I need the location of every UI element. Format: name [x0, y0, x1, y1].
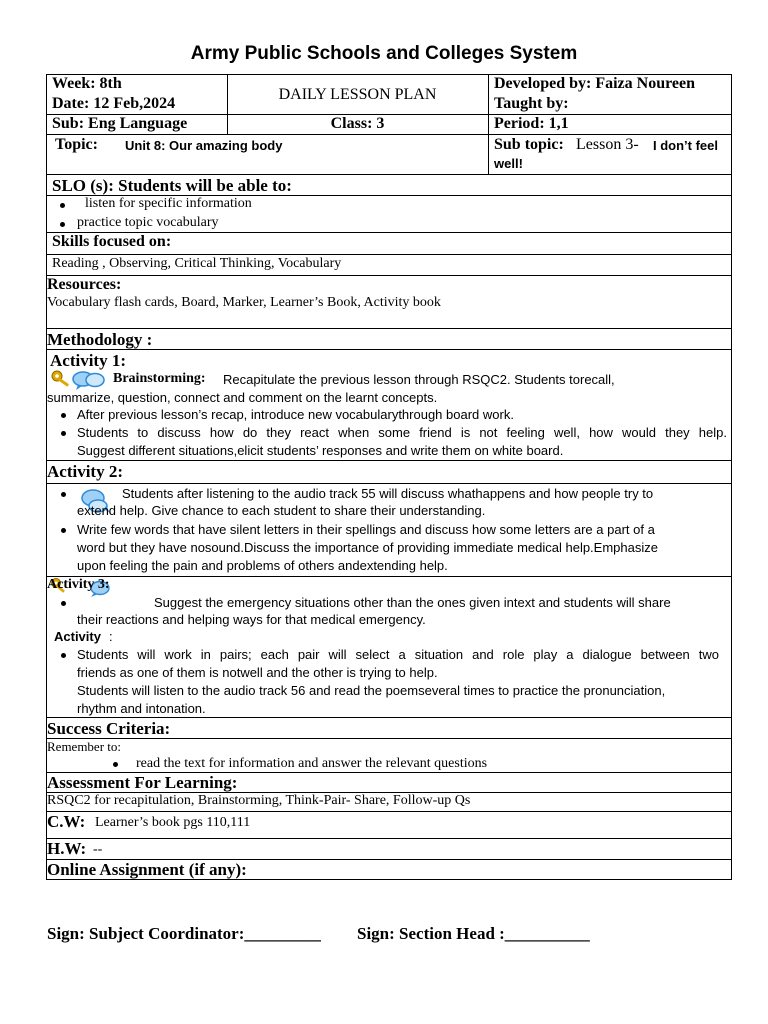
cw-label: C.W:: [47, 812, 86, 831]
subtopic-label: Sub topic:: [494, 136, 564, 153]
subtopic-lesson: Lesson 3-: [576, 136, 639, 153]
activity1-heading: Activity 1:: [50, 351, 127, 370]
sign-subject-coordinator: Sign: Subject Coordinator:_________: [47, 924, 321, 943]
bullet-icon: [61, 601, 66, 606]
plan-title: DAILY LESSON PLAN: [278, 86, 437, 103]
date-label: Date: 12 Feb,2024: [52, 95, 176, 112]
key-icon: [50, 369, 74, 389]
taught-by: Taught by:: [494, 95, 569, 112]
resources-heading: Resources:: [47, 276, 122, 293]
subtopic-value: I don’t feel: [653, 138, 718, 153]
resources-text: Vocabulary flash cards, Board, Marker, Learner’s Book, Activity book: [47, 295, 441, 310]
activity2-bullet: Students after listening to the audio track 55 will discuss whathappens and how people try to: [122, 486, 654, 501]
bullet-icon: [113, 762, 118, 767]
bullet-icon: [61, 528, 66, 533]
success-intro: Remember to:: [47, 739, 122, 754]
activity1-lead-line: summarize, question, connect and comment on the learnt concepts.: [47, 390, 438, 405]
activity2-bullet-cont: upon feeling the pain and problems of others andextending help.: [77, 558, 448, 573]
skills-text: Reading , Observing, Critical Thinking, Vocabulary: [52, 256, 342, 271]
activity2-bullet-cont: word but they have nosound.Discuss the importance of providing immediate medical help.Emphasize: [77, 540, 658, 555]
cw-text: Learner’s book pgs 110,111: [95, 815, 251, 830]
hw-text: --: [93, 842, 103, 857]
bullet-icon: [61, 413, 66, 418]
slo-item: listen for specific information: [85, 196, 252, 211]
topic-label: Topic:: [55, 136, 98, 153]
week-label: Week: 8th: [52, 75, 122, 92]
activity1-bullet-cont: Suggest different situations,elicit students’ responses and write them on white board.: [77, 443, 564, 458]
activity2-bullet-cont: extend help. Give chance to each student to share their understanding.: [77, 503, 486, 518]
bullet-icon: [61, 431, 66, 436]
methodology-heading: Methodology :: [47, 330, 153, 349]
developed-by: Developed by: Faiza Noureen: [494, 75, 696, 92]
activity2-heading: Activity 2:: [47, 462, 124, 481]
activity3-bullet-cont: Students will listen to the audio track 56 and read the poemseveral times to practice the pronunciation,: [77, 683, 666, 698]
slo-heading: SLO (s): Students will be able to:: [52, 176, 292, 195]
period-label: Period: 1,1: [494, 115, 569, 132]
activity3-bullet-cont: rhythm and intonation.: [77, 701, 206, 716]
assessment-heading: Assessment For Learning:: [47, 773, 238, 792]
activity3-bullet: Suggest the emergency situations other than the ones given intext and students will share: [154, 595, 671, 610]
bullet-icon: [61, 653, 66, 658]
subtopic-value-cont: well!: [494, 156, 523, 171]
hw-label: H.W:: [47, 839, 87, 858]
activity3-sub-colon: :: [109, 629, 113, 644]
activity1-bullet: Students to discuss how do they react when some friend is not feeling well, how would they help.: [77, 425, 727, 440]
topic-value: Unit 8: Our amazing body: [125, 138, 283, 153]
activity1-bullet: After previous lesson’s recap, introduce new vocabularythrough board work.: [77, 407, 514, 422]
document-title: Army Public Schools and Colleges System: [190, 43, 578, 64]
online-assignment-label: Online Assignment (if any):: [47, 860, 247, 879]
activity2-bullet: Write few words that have silent letters in their spellings and discuss how some letters are a part of a: [77, 522, 655, 537]
activity3-bullet: Students will work in pairs; each pair will select a situation and role play a dialogue between two: [77, 647, 719, 662]
bullet-icon: [61, 492, 66, 497]
assessment-text: RSQC2 for recapitulation, Brainstorming, Think-Pair- Share, Follow-up Qs: [47, 793, 471, 808]
class-label: Class: 3: [330, 115, 385, 132]
activity3-sub-heading: Activity: [54, 629, 101, 644]
activity3-bullet-cont: their reactions and helping ways for that medical emergency.: [77, 612, 426, 627]
subject-label: Sub: Eng Language: [52, 115, 188, 132]
skills-heading: Skills focused on:: [52, 233, 172, 250]
activity3-heading: Activity 3:: [47, 577, 110, 592]
bullet-icon: [60, 222, 65, 227]
success-item: read the text for information and answer the relevant questions: [136, 756, 488, 771]
activity1-lead-bold: Brainstorming:: [113, 371, 206, 386]
slo-item: practice topic vocabulary: [77, 215, 219, 230]
success-heading: Success Criteria:: [47, 719, 171, 738]
speech-bubbles-icon: [72, 371, 106, 391]
activity3-bullet-cont: friends as one of them is notwell and the other is trying to help.: [77, 665, 438, 680]
bullet-icon: [60, 203, 65, 208]
activity1-lead-line: Recapitulate the previous lesson through RSQC2. Students torecall,: [223, 372, 615, 387]
sign-section-head: Sign: Section Head :__________: [357, 924, 590, 943]
